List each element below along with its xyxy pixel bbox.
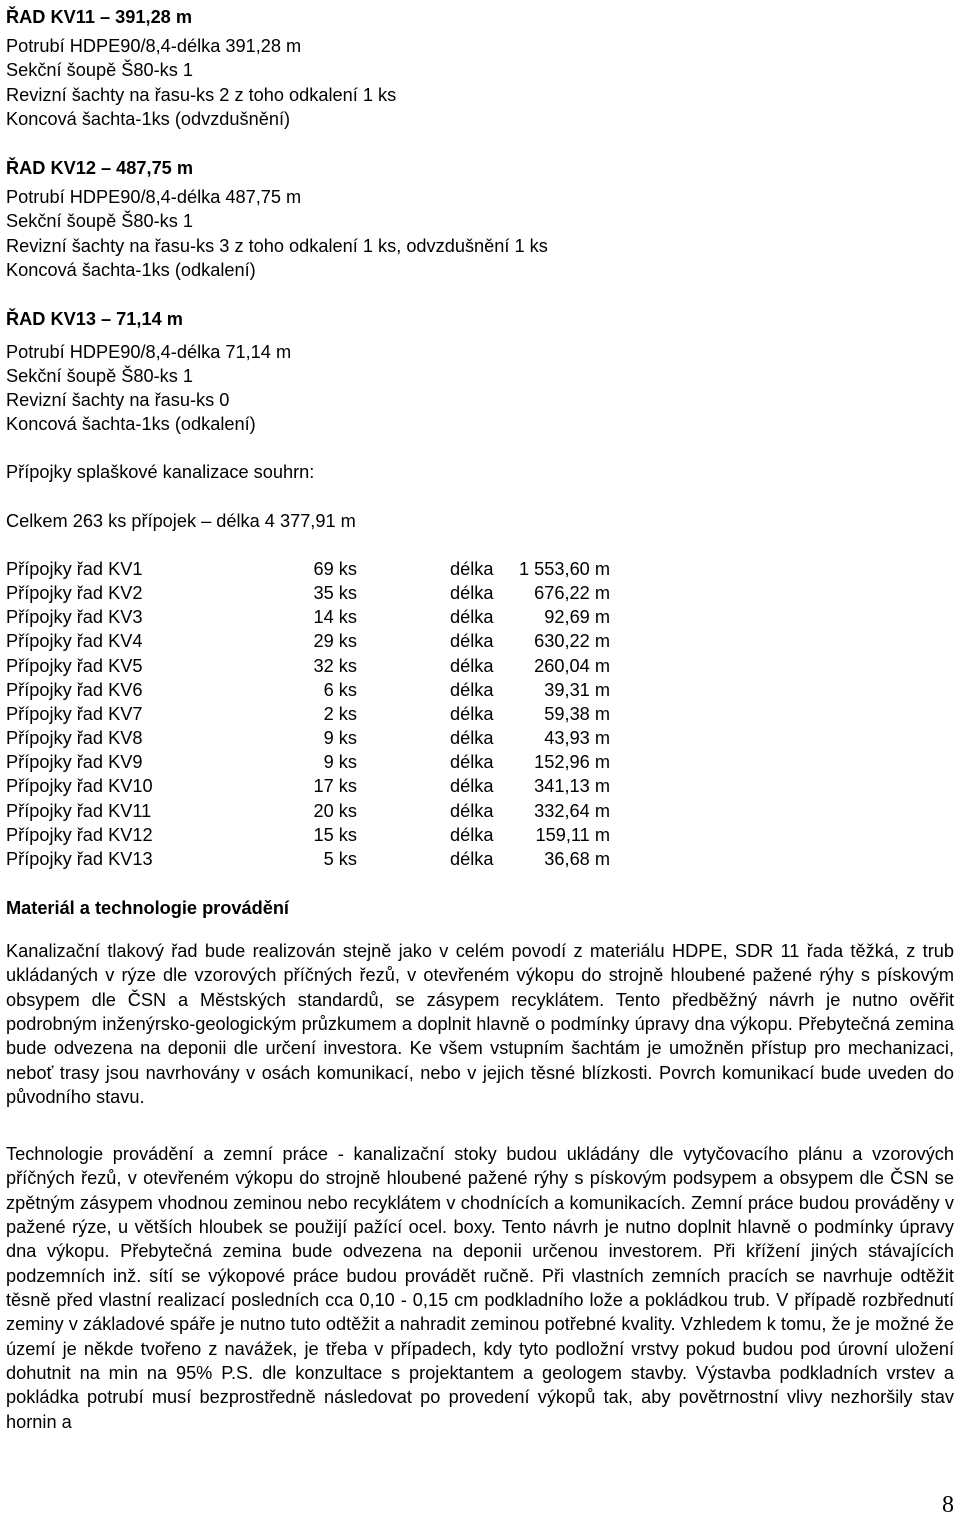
row-length: 676,22 m <box>534 583 610 603</box>
row-length-label: délka <box>450 849 494 869</box>
summary-title: Přípojky splaškové kanalizace souhrn: <box>6 462 315 482</box>
row-name: Přípojky řad KV12 <box>6 825 153 845</box>
row-count: 17 ks <box>313 776 357 796</box>
row-name: Přípojky řad KV2 <box>6 583 143 603</box>
row-length-label: délka <box>450 583 494 603</box>
row-length: 1 553,60 m <box>519 559 610 579</box>
row-count: 32 ks <box>313 656 357 676</box>
row-count: 15 ks <box>313 825 357 845</box>
section-line: Koncová šachta-1ks (odvzdušnění) <box>6 109 291 129</box>
row-name: Přípojky řad KV9 <box>6 752 143 772</box>
row-name: Přípojky řad KV6 <box>6 680 143 700</box>
section-line: Potrubí HDPE90/8,4-délka 71,14 m <box>6 342 292 362</box>
row-name: Přípojky řad KV11 <box>6 801 152 821</box>
row-length-label: délka <box>450 607 494 627</box>
section-line: Sekční šoupě Š80-ks 1 <box>6 60 194 80</box>
material-paragraph-2: Technologie provádění a zemní práce - kanalizační stoky budou ukládány dle vytyčovacího plánu a vzorových příčných řezů, v otevřeném výkopu do strojně hloubené pažené rýhy s pískovým podsypem a obsypem dle ČSN se zpětným zásypem vhodnou zeminou nebo recyklátem v chodnících a komunikacích. Zemní práce budou prováděny v pažené rýze, u větších hloubek se použijí pažící ocel. boxy. Tento návrh je nutno doplnit hlavně o podmínky úpravy dna výkopu. Přebytečná zemina bude odvezena na deponii určenou investorem. Při křížení jiných stávajících podzemních inž. sítí se výkopové práce budou provádět ručně. Při vlastních zemních pracích se navrhuje odtěžit těsně před vlastní realizací posledních cca 0,10 - 0,15 cm podkladního lože a pokládkou trub. V případě rozbřednutí zeminy v základové spáře je nutno tuto odtěžit a nahradit zeminou potřebné kvality. Vzhledem k tomu, že je možné že území je někde tvořeno z navážek, je třeba v případech, kdy tyto podložní vrstvy pokud budou pod úrovní uložení dohutnit na min na 95% P.S. dle konzultace s projektantem a geologem stavby. Výstavba podkladních vrstev a pokládka potrubí musí bezprostředně následovat po provedení výkopů tak, aby povětrnostní vlivy nezhoršily stav hornin a <box>6 1144 954 1432</box>
section-line: Sekční šoupě Š80-ks 1 <box>6 366 194 386</box>
row-count: 9 ks <box>323 752 357 772</box>
row-length-label: délka <box>450 728 494 748</box>
row-name: Přípojky řad KV3 <box>6 607 143 627</box>
row-length: 36,68 m <box>544 849 610 869</box>
row-length: 59,38 m <box>544 704 610 724</box>
row-length-label: délka <box>450 776 494 796</box>
row-count: 2 ks <box>323 704 357 724</box>
section-heading: ŘAD KV13 – 71,14 m <box>6 309 183 329</box>
row-length-label: délka <box>450 680 494 700</box>
row-length-label: délka <box>450 631 494 651</box>
row-length-label: délka <box>450 825 494 845</box>
row-name: Přípojky řad KV5 <box>6 656 143 676</box>
row-length-label: délka <box>450 656 494 676</box>
row-length-label: délka <box>450 704 494 724</box>
section-heading: ŘAD KV12 – 487,75 m <box>6 158 194 178</box>
row-length: 159,11 m <box>535 825 610 845</box>
row-length: 92,69 m <box>544 607 610 627</box>
row-count: 5 ks <box>323 849 357 869</box>
section-line: Koncová šachta-1ks (odkalení) <box>6 260 256 280</box>
section-line: Potrubí HDPE90/8,4-délka 391,28 m <box>6 36 302 56</box>
row-length: 630,22 m <box>534 631 610 651</box>
material-paragraph-1: Kanalizační tlakový řad bude realizován stejně jako v celém povodí z materiálu HDPE, SDR 11 řada těžká, z trub ukládaných v rýze dle vzorových příčných řezů, v otevřeném výkopu do strojně hloubené pažené rýhy s pískovým obsypem dle ČSN a Městských standardů, se zásypem recyklátem. Tento předběžný návrh je nutno ověřit podrobným inženýrsko-geologickým průzkumem a doplnit hlavně o podmínky úpravy dna výkopu. Přebytečná zemina bude odvezena na deponii dle určení investora. Ke všem vstupním šachtám je umožněn přístup pro mechanizaci, neboť trasy jsou navrhovány v osách komunikací, nebo v jejich těsné blízkosti. Povrch komunikací bude uveden do původního stavu. <box>6 941 954 1108</box>
section-heading: ŘAD KV11 – 391,28 m <box>6 7 193 27</box>
summary-total: Celkem 263 ks přípojek – délka 4 377,91 m <box>6 511 356 531</box>
material-heading: Materiál a technologie provádění <box>6 898 289 918</box>
row-length: 341,13 m <box>534 776 610 796</box>
row-length: 39,31 m <box>544 680 610 700</box>
row-length: 260,04 m <box>534 656 610 676</box>
row-name: Přípojky řad KV10 <box>6 776 153 796</box>
section-line: Potrubí HDPE90/8,4-délka 487,75 m <box>6 187 302 207</box>
row-length-label: délka <box>450 559 494 579</box>
section-line: Koncová šachta-1ks (odkalení) <box>6 414 256 434</box>
section-line: Revizní šachty na řasu-ks 0 <box>6 390 230 410</box>
row-name: Přípojky řad KV7 <box>6 704 143 724</box>
row-name: Přípojky řad KV8 <box>6 728 143 748</box>
row-count: 20 ks <box>313 801 357 821</box>
row-length-label: délka <box>450 801 494 821</box>
section-line: Revizní šachty na řasu-ks 2 z toho odkalení 1 ks <box>6 85 397 105</box>
row-name: Přípojky řad KV13 <box>6 849 153 869</box>
row-length: 152,96 m <box>534 752 610 772</box>
row-length-label: délka <box>450 752 494 772</box>
row-count: 14 ks <box>313 607 357 627</box>
row-name: Přípojky řad KV1 <box>6 559 143 579</box>
row-length: 332,64 m <box>534 801 610 821</box>
section-line: Revizní šachty na řasu-ks 3 z toho odkalení 1 ks, odvzdušnění 1 ks <box>6 236 548 256</box>
row-count: 29 ks <box>313 631 357 651</box>
section-line: Sekční šoupě Š80-ks 1 <box>6 211 194 231</box>
row-count: 6 ks <box>323 680 357 700</box>
row-count: 35 ks <box>313 583 357 603</box>
row-count: 9 ks <box>323 728 357 748</box>
row-name: Přípojky řad KV4 <box>6 631 143 651</box>
row-count: 69 ks <box>313 559 357 579</box>
row-length: 43,93 m <box>544 728 610 748</box>
page-number: 8 <box>942 1492 954 1518</box>
